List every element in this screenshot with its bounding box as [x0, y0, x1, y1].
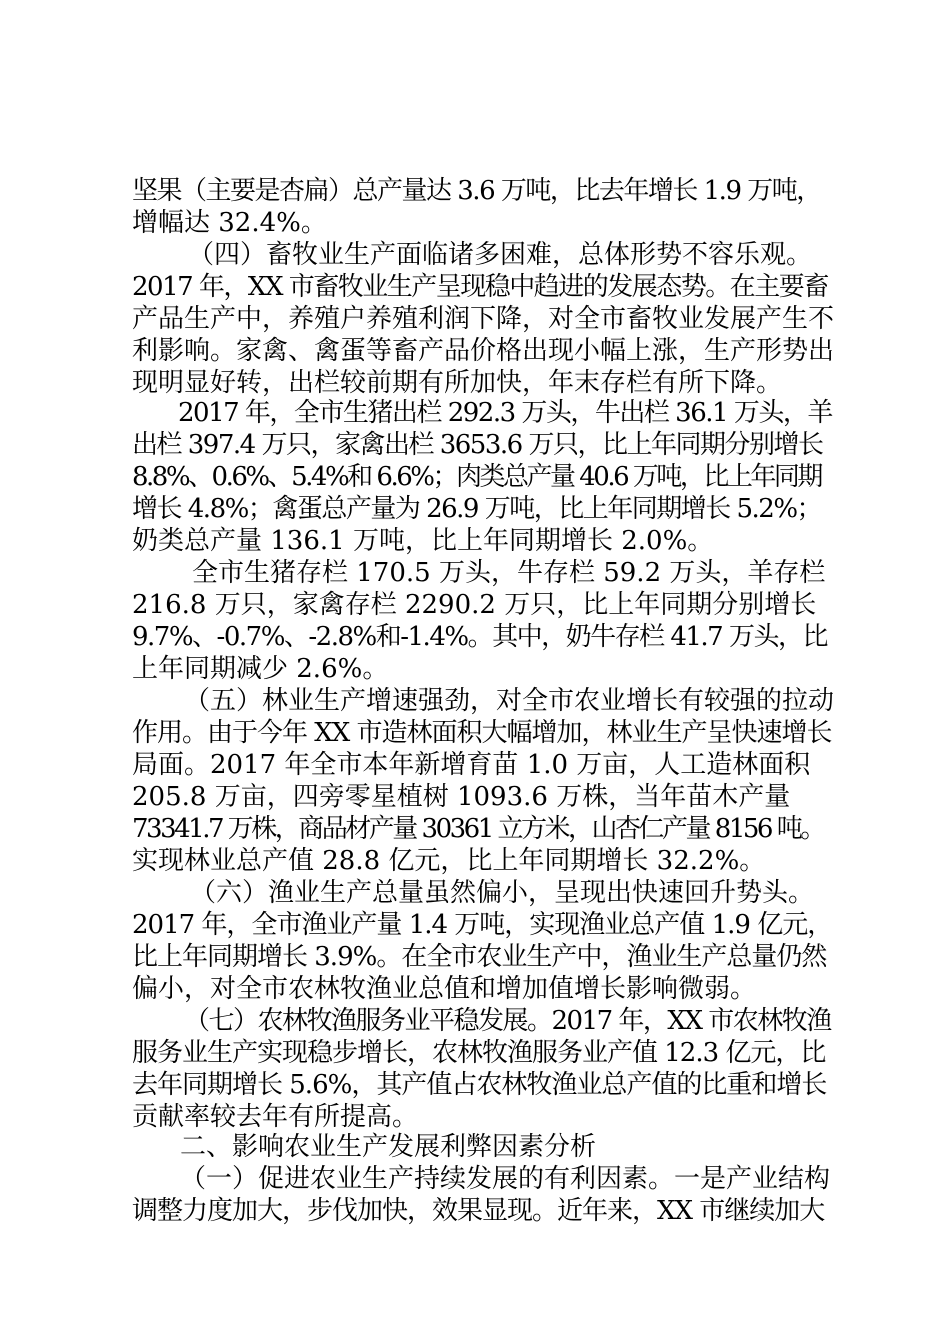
text-line: 全市生猪存栏 170.5 万头，牛存栏 59.2 万头，羊存栏: [192, 558, 826, 588]
text-line: 奶类总产量 136.1 万吨，比上年同期增长 2.0%。: [132, 526, 714, 556]
text-line: 局面。2017 年全市本年新增育苗 1.0 万亩，人工造林面积: [132, 750, 811, 780]
text-line: 偏小，对全市农林牧渔业总值和增加值增长影响微弱。: [132, 974, 757, 1004]
text-line: （一）促进农业生产持续发展的有利因素。一是产业结构: [180, 1164, 831, 1194]
text-line: （五）林业生产增速强劲，对全市农业增长有较强的拉动: [184, 686, 835, 716]
text-line: 贡献率较去年有所提高。: [132, 1102, 419, 1132]
text-line: 2017 年，XX 市畜牧业生产呈现稳中趋进的发展态势。在主要畜: [132, 272, 828, 302]
text-line: 9.7%、-0.7%、-2.8%和-1.4%。其中，奶牛存栏 41.7 万头，比: [132, 622, 827, 652]
text-line: 8.8%、0.6%、5.4%和 6.6%；肉类总产量 40.6 万吨，比上年同期: [132, 462, 821, 492]
text-line: （六）渔业生产总量虽然偏小，呈现出快速回升势头。: [190, 878, 815, 908]
text-line: 比上年同期增长 3.9%。在全市农业生产中，渔业生产总量仍然: [132, 942, 827, 972]
text-line: 作用。由于今年 XX 市造林面积大幅增加，林业生产呈快速增长: [132, 718, 832, 748]
text-line: 增长 4.8%；禽蛋总产量为 26.9 万吨，比上年同期增长 5.2%；: [132, 494, 822, 524]
text-line: 坚果（主要是杏扁）总产量达 3.6 万吨，比去年增长 1.9 万吨，: [132, 176, 821, 206]
text-line: 利影响。家禽、禽蛋等畜产品价格出现小幅上涨，生产形势出: [132, 336, 835, 366]
text-line: 205.8 万亩，四旁零星植树 1093.6 万株，当年苗木产量: [132, 782, 791, 812]
text-line: 调整力度加大，步伐加快，效果显现。近年来，XX 市继续加大: [132, 1196, 825, 1226]
text-line: 2017 年，全市渔业产量 1.4 万吨，实现渔业总产值 1.9 亿元，: [132, 910, 833, 940]
text-line: （四）畜牧业生产面临诸多困难，总体形势不容乐观。: [188, 240, 813, 270]
text-line: 服务业生产实现稳步增长，农林牧渔服务业产值 12.3 亿元，比: [132, 1038, 826, 1068]
text-line: 产品生产中，养殖户养殖利润下降，对全市畜牧业发展产生不: [132, 304, 835, 334]
text-line: 增幅达 32.4%。: [132, 208, 327, 238]
text-line: 2017 年，全市生猪出栏 292.3 万头，牛出栏 36.1 万头，羊: [178, 398, 832, 428]
text-line: 216.8 万只，家禽存栏 2290.2 万只，比上年同期分别增长: [132, 590, 817, 620]
text-line: 出栏 397.4 万只，家禽出栏 3653.6 万只，比上年同期分别增长: [132, 430, 823, 460]
text-line: 上年同期减少 2.6%。: [132, 654, 389, 684]
text-line: 实现林业总产值 28.8 亿元，比上年同期增长 32.2%。: [132, 846, 766, 876]
section-heading: 二、影响农业生产发展利弊因素分析: [180, 1132, 597, 1162]
text-line: 去年同期增长 5.6%，其产值占农林牧渔业总产值的比重和增长: [132, 1070, 827, 1100]
text-line: 73341.7 万株，商品材产量 30361 立方米，山杏仁产量 8156 吨。: [132, 814, 824, 844]
text-line: （七）农林牧渔服务业平稳发展。2017 年，XX 市农林牧渔: [184, 1006, 831, 1036]
text-line: 现明显好转，出栏较前期有所加快，年末存栏有所下降。: [132, 368, 783, 398]
